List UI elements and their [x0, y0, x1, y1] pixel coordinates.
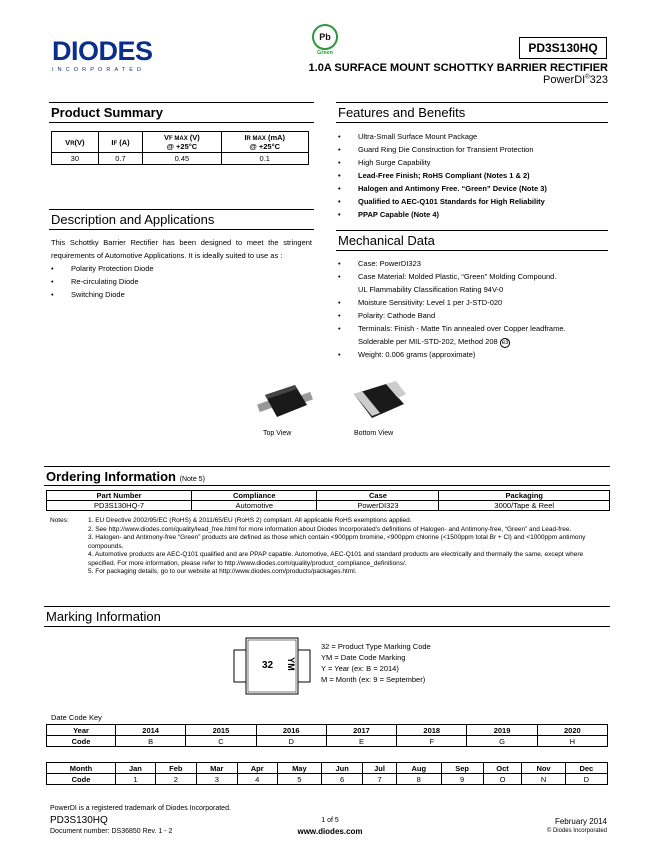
note-item: 4. Automotive products are AEC-Q101 qualified and are PPAP capable. Automotive, AEC-Q101 and standard products are electrically and thermally the same, except where specified. For more information, please refer to http://www.diodes.com/quality/product_compliance_definitions/.	[88, 551, 584, 567]
list-item: • Weight: 0.006 grams (approximate)	[336, 348, 608, 361]
list-item: • Lead-Free Finish; RoHS Compliant (Notes 1 & 2)	[336, 169, 608, 182]
list-item: • Polarity: Cathode Band	[336, 309, 608, 322]
package-name	[543, 74, 608, 86]
product-summary-table	[51, 131, 309, 165]
list-item: • Polarity Protection Diode	[49, 262, 314, 275]
package-prefix: PowerDI	[543, 74, 586, 86]
list-item: • Halogen and Antimony Free. “Green” Device (Note 3)	[336, 182, 608, 195]
trademark-note: PowerDI is a registered trademark of Diodes Incorporated.	[50, 805, 231, 812]
table-row: Code B C D E F G H	[47, 736, 608, 747]
list-item: • High Surge Capability	[336, 156, 608, 169]
chip-code: 32	[262, 660, 274, 671]
marking-section	[44, 606, 610, 627]
list-item: • Moisture Sensitivity: Level 1 per J-STD-020	[336, 296, 608, 309]
notes-list	[88, 517, 604, 577]
description-section	[49, 209, 314, 301]
list-item: • Qualified to AEC-Q101 Standards for High Reliability	[336, 195, 608, 208]
ordering-note: (Note 5)	[179, 476, 205, 483]
month-code-table: Month Jan Feb Mar Apr May Jun Jul Aug Sep Oct Nov Dec Code 1 2 3 4 5 6 7 8 9 O N D	[46, 762, 608, 785]
application-list	[49, 262, 314, 301]
package-bottom-view-icon	[348, 380, 410, 430]
section-title: Features and Benefits	[336, 102, 608, 123]
section-title: Mechanical Data	[336, 230, 608, 251]
logo-text: DIODES	[52, 36, 153, 66]
year-code-table: Year 2014 2015 2016 2017 2018 2019 2020 Code B C D E F G H	[46, 724, 608, 747]
list-item: • Case Material: Molded Plastic, “Green” Molding Compound. UL Flammability Classification Rating 94V-0	[336, 270, 608, 296]
ordering-section	[44, 466, 610, 511]
section-title: Product Summary	[49, 102, 314, 123]
note-item: 2. See http://www.diodes.com/quality/lead_free.html for more information about Diodes Incorporated’s definitions of Halogen- and Antimony-free, “Green” and Lead-free.	[88, 525, 572, 533]
product-headline: 1.0A SURFACE MOUNT SCHOTTKY BARRIER RECTIFIER	[308, 62, 608, 74]
green-label: Green	[317, 50, 333, 56]
page-number: 1 of 5	[321, 817, 339, 824]
marking-legend	[321, 641, 431, 685]
section-title: Description and Applications	[49, 209, 314, 230]
bottom-view-label: Bottom View	[354, 430, 394, 437]
table-row: PD3S130HQ-7 Automotive PowerDI323 3000/Tape & Reel	[47, 501, 610, 511]
section-title: Marking Information	[44, 606, 610, 627]
description-text: This Schottky Barrier Rectifier has been designed to meet the stringent requirements of Automotive Applications. It is ideally suited to use as :	[51, 238, 312, 260]
diodes-logo	[52, 38, 170, 78]
list-item: • Guard Ring Die Construction for Transient Protection	[336, 143, 608, 156]
table-row: 30 0.7 0.45 0.1	[52, 153, 309, 165]
package-suffix: 323	[589, 74, 608, 86]
footer-url[interactable]: www.diodes.com	[297, 827, 363, 836]
legend-item: M = Month (ex: 9 = September)	[321, 675, 426, 684]
list-item: • Terminals: Finish - Matte Tin annealed over Copper leadframe. Solderable per MIL-STD-202, Method 208 e3	[336, 322, 608, 348]
footer-doc-number: Document number: DS36850 Rev. 1 - 2	[50, 828, 173, 835]
footer-date: February 2014	[554, 817, 607, 826]
legend-item: Y = Year (ex: B = 2014)	[321, 664, 399, 673]
part-number-box: PD3S130HQ	[519, 37, 607, 59]
list-item: • PPAP Capable (Note 4)	[336, 208, 608, 221]
features-list	[336, 130, 608, 221]
top-view-label: Top View	[263, 430, 292, 437]
green-pb-free-icon	[312, 24, 338, 58]
pb-badge: Pb	[312, 24, 338, 50]
note-item: 3. Halogen- and Antimony-free “Green” products are defined as those which contain <900ppm bromine, <900ppm chlorine (<1500ppm total Br + Cl) and <1000ppm antimony compounds.	[88, 534, 586, 550]
col-if: IF (A)	[98, 132, 143, 153]
footer-part: PD3S130HQ	[50, 815, 108, 826]
list-item: • Ultra-Small Surface Mount Package	[336, 130, 608, 143]
registered-mark: ®	[585, 74, 590, 81]
list-item: • Switching Diode	[49, 288, 314, 301]
features-section	[336, 102, 608, 221]
legend-item: 32 = Product Type Marking Code	[321, 642, 431, 651]
col-ir: IR MAX (mA) @ +25°C	[221, 132, 308, 153]
legend-item: YM = Date Code Marking	[321, 653, 406, 662]
footer-copyright: © Diodes Incorporated	[546, 828, 607, 834]
list-item: • Case: PowerDI323	[336, 257, 608, 270]
package-top-view-icon	[255, 380, 315, 430]
col-vf: VF MAX (V) @ +25°C	[143, 132, 221, 153]
notes-label: Notes:	[50, 517, 69, 524]
chip-date: YM	[285, 657, 296, 671]
note-item: 1. EU Directive 2002/95/EC (RoHS) & 2011/65/EU (RoHS 2) compliant. All applicable RoHS exemptions applied.	[88, 517, 412, 524]
table-row: Code 1 2 3 4 5 6 7 8 9 O N D	[47, 774, 608, 785]
mechanical-list	[336, 257, 608, 361]
e3-badge-icon: e3	[501, 340, 509, 346]
note-item: 5. For packaging details, go to our website at http://www.diodes.com/products/packages.html.	[88, 568, 357, 575]
logo-subtext: INCORPORATED	[52, 67, 146, 73]
col-vr: VR(V)	[52, 132, 99, 153]
date-code-title: Date Code Key	[51, 713, 102, 722]
mechanical-section	[336, 230, 608, 361]
section-title: Ordering Information (Note 5)	[44, 466, 610, 486]
product-summary-section	[49, 102, 314, 165]
list-item: • Re-circulating Diode	[49, 275, 314, 288]
ordering-table: Part Number Compliance Case Packaging PD3S130HQ-7 Automotive PowerDI323 3000/Tape & Reel	[46, 490, 610, 511]
